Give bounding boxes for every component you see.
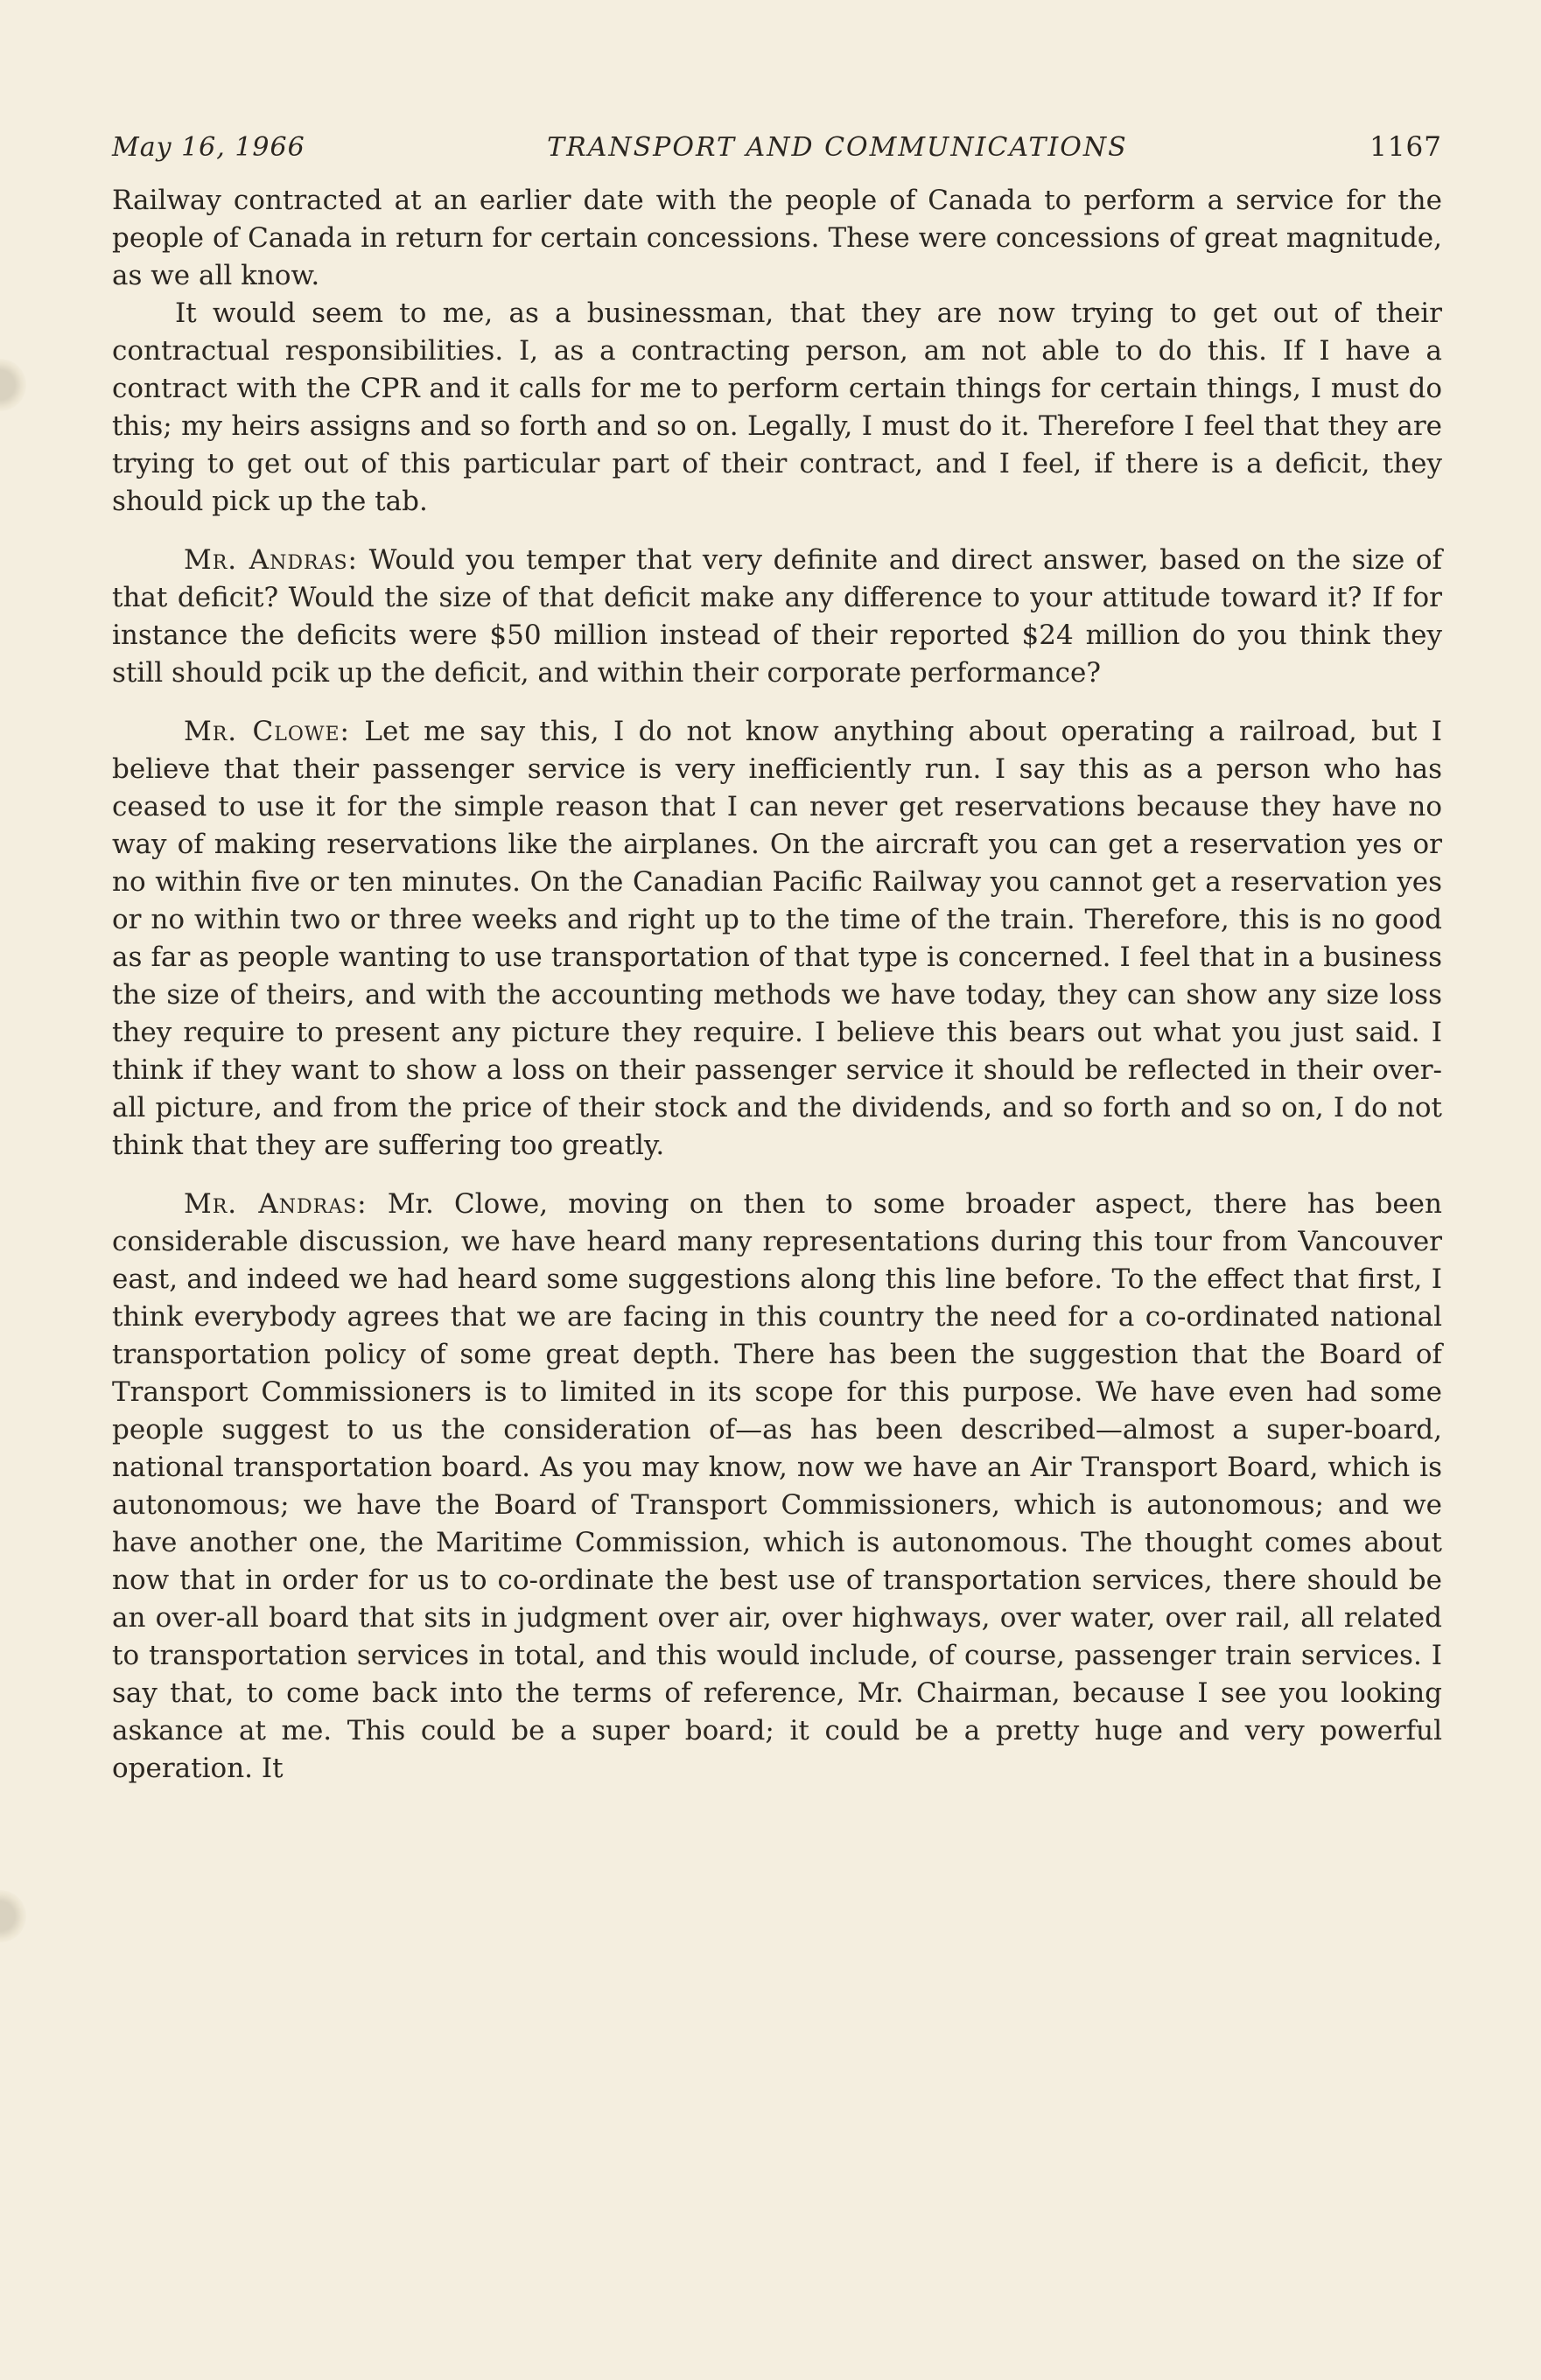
paragraph [112, 1186, 1442, 1788]
running-head [112, 131, 1442, 163]
body-text [112, 182, 1442, 1788]
paragraph-text: Mr. Clowe, moving on then to some broader aspect, there has been considerable discussion, we have heard many representations during this tour from Vancouver east, and indeed we had heard some suggestions along this line before. To the effect that first, I think everybody agrees that we are facing in this country the need for a co-ordinated national transportation policy of some great depth. There has been the suggestion that the Board of Transport Commissioners is to limited in its scope for this purpose. We have even had some people suggest to us the consideration of—as has been described—almost a super-board, national transportation board. As you may know, now we have an Air Transport Board, which is autonomous; we have the Board of Transport Commissioners, which is autonomous; and we have another one, the Maritime Commission, which is autonomous. The thought comes about now that in order for us to co-ordinate the best use of transportation services, there should be an over-all board that sits in judgment over air, over highways, over water, over rail, all related to transportation services in total, and this would include, of course, passenger train services. I say that, to come back into the terms of reference, Mr. Chairman, because I see you looking askance at me. This could be a super board; it could be a pretty huge and very powerful operation. It [112, 1188, 1442, 1784]
paragraph [112, 542, 1442, 692]
paragraph-text: Railway contracted at an earlier date with the people of Canada to perform a service for the people of Canada in return for certain concessions. These were concessions of great magnitude, as we all know. [112, 185, 1442, 291]
binding-hole-mark [0, 1890, 26, 1942]
page-number: 1167 [1369, 131, 1442, 163]
speaker-name: Mr. Clowe: [184, 716, 351, 747]
paragraph-text: It would seem to me, as a businessman, that they are now trying to get out of their contractual responsibilities. I, as a contracting person, am not able to do this. If I have a contract with the CPR and it calls for me to perform certain things for certain things, I must do this; my heirs assigns and so forth and so on. Legally, I must do it. Therefore I feel that they are trying to get out of this particular part of their contract, and I feel, if there is a deficit, they should pick up the tab. [112, 298, 1442, 517]
speaker-name: Mr. Andras: [184, 1188, 368, 1220]
speaker-name: Mr. Andras: [184, 544, 359, 576]
paragraph [112, 182, 1442, 295]
paragraph-text: Would you temper that very definite and direct answer, based on the size of that deficit? Would the size of that deficit make any difference to your attitude toward it? If for instance the deficits were $50 million instead of their reported $24 million do you think they still should pcik up the deficit, and within their corporate performance? [112, 544, 1443, 689]
paragraph [112, 295, 1442, 521]
page [112, 131, 1442, 1788]
binding-hole-mark [0, 359, 26, 411]
paragraph [112, 713, 1442, 1165]
header-date: May 16, 1966 [112, 132, 305, 163]
header-title: TRANSPORT AND COMMUNICATIONS [547, 132, 1128, 163]
paragraph-text: Let me say this, I do not know anything about operating a railroad, but I believe that their passenger service is very inefficiently run. I say this as a person who has ceased to use it for the simple reason that I can never get reservations because they have no way of making reservations like the airplanes. On the aircraft you can get a reservation yes or no within five or ten minutes. On the Canadian Pacific Railway you cannot get a reservation yes or no within two or three weeks and right up to the time of the train. Therefore, this is no good as far as people wanting to use transportation of that type is concerned. I feel that in a business the size of theirs, and with the accounting methods we have today, they can show any size loss they require to present any picture they require. I believe this bears out what you just said. I think if they want to show a loss on their passenger service it should be reflected in their over-all picture, and from the price of their stock and the dividends, and so forth and so on, I do not think that they are suffering too greatly. [112, 716, 1443, 1161]
